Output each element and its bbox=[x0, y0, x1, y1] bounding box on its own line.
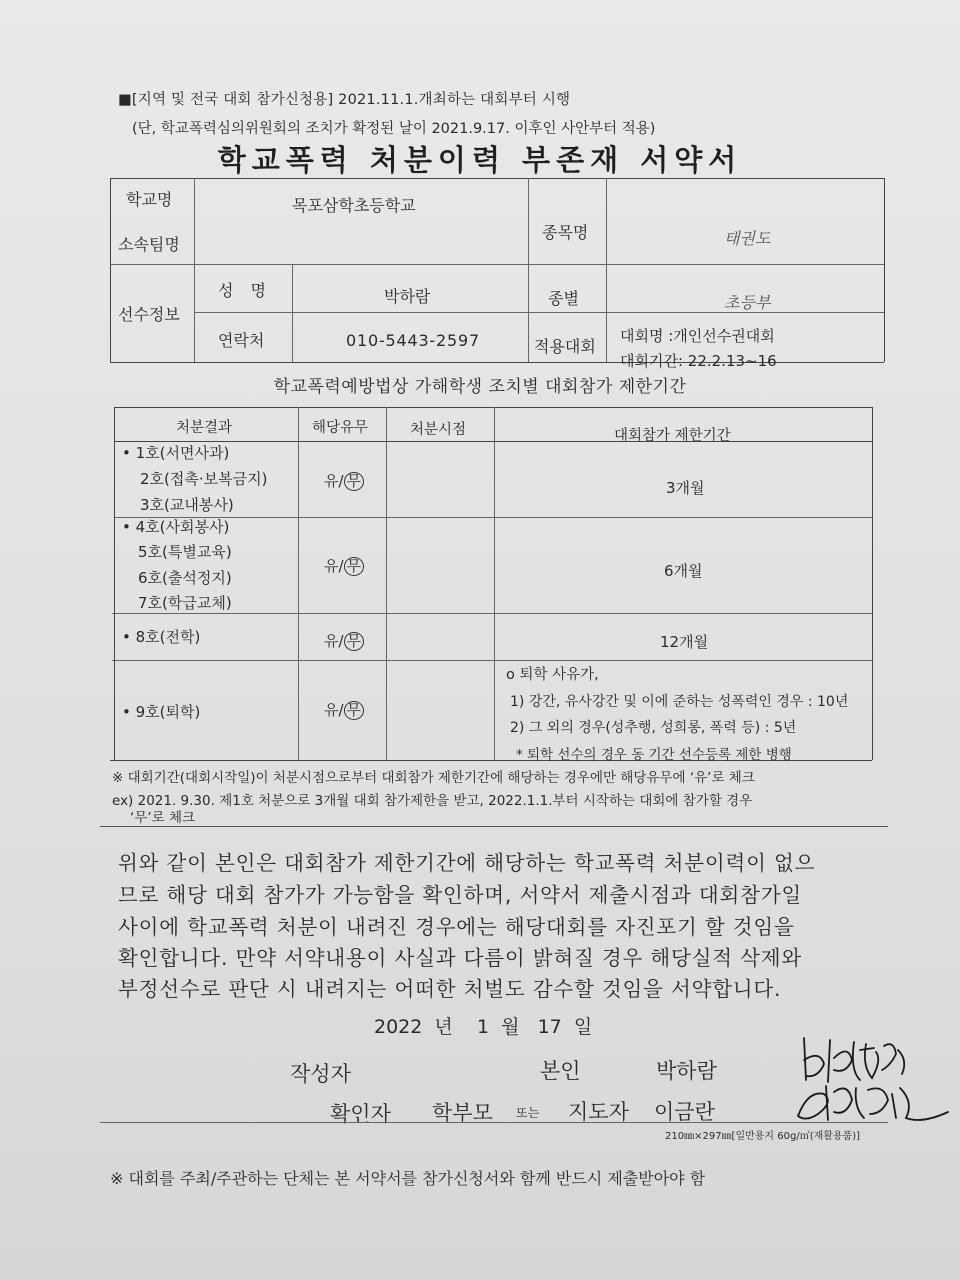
pledge-line-1: 위와 같이 본인은 대회참가 제한기간에 해당하는 학교폭력 처분이력이 없으 bbox=[118, 851, 816, 875]
row2-item-2: 5호(특별교육) bbox=[138, 543, 232, 561]
confirmer-signature bbox=[788, 1072, 956, 1132]
row4-period-line-3: 2) 그 외의 경우(성추행, 성희롱, 폭력 등) : 5년 bbox=[510, 720, 797, 736]
competition-name: 대회명 :개인선수권대회 bbox=[620, 327, 775, 345]
row4-period-line-1: o 퇴학 사유가, bbox=[506, 667, 599, 683]
row2-item-3: 6호(출석정지) bbox=[138, 569, 232, 587]
name-label: 성 명 bbox=[218, 281, 272, 300]
header-disposition-date: 처분시점 bbox=[410, 422, 467, 438]
contact-value: 010-5443-2597 bbox=[346, 331, 480, 350]
header-disposition: 처분결과 bbox=[176, 420, 233, 436]
writer-label: 작성자 bbox=[290, 1062, 351, 1086]
category-value: 초등부 bbox=[724, 293, 771, 312]
event-label: 종목명 bbox=[542, 223, 589, 242]
bottom-rule bbox=[100, 1122, 888, 1123]
row4-period-line-2: 1) 강간, 유사강간 및 이에 준하는 성폭력인 경우 : 10년 bbox=[510, 694, 849, 710]
competition-label: 적용대회 bbox=[534, 337, 596, 356]
header-restriction-period: 대회참가 제한기간 bbox=[614, 428, 731, 444]
player-info-label: 선수정보 bbox=[118, 305, 180, 324]
row1-item-1: • 1호(서면사과) bbox=[122, 444, 230, 462]
row4-applicable: 유/ 무 bbox=[324, 699, 364, 720]
self-label: 본인 bbox=[540, 1059, 581, 1083]
row1-applicable: 유/ 무 bbox=[324, 470, 364, 491]
pledge-date: 2022 년 1 월 17 일 bbox=[374, 1016, 593, 1038]
event-value: 태권도 bbox=[724, 229, 771, 248]
row3-period: 12개월 bbox=[660, 633, 709, 651]
document-title: 학교폭력 처분이력 부존재 서약서 bbox=[217, 143, 743, 177]
or-label: 또는 bbox=[516, 1106, 540, 1120]
header-line-1: ■[지역 및 전국 대회 참가신청용] 2021.11.1.개최하는 대회부터 시행 bbox=[118, 92, 571, 108]
row4-item-1: • 9호(퇴학) bbox=[122, 703, 201, 721]
row1-item-3: 3호(교내봉사) bbox=[140, 496, 234, 514]
header-line-2: (단, 학교폭력심의위원회의 조치가 확정된 날이 2021.9.17. 이후인 사안부터 적용) bbox=[132, 121, 656, 137]
row3-item-1: • 8호(전학) bbox=[122, 628, 201, 646]
row2-period: 6개월 bbox=[664, 562, 703, 580]
row2-item-4: 7호(학급교체) bbox=[138, 594, 232, 612]
school-label: 학교명 bbox=[126, 190, 173, 209]
header-applicable: 해당유무 bbox=[312, 420, 369, 436]
row1-item-2: 2호(접촉·보복금지) bbox=[140, 470, 268, 488]
parent-label: 학부모 bbox=[432, 1101, 493, 1125]
row2-applicable: 유/ 무 bbox=[324, 555, 364, 576]
paper-spec: 210㎜×297㎜[일반용지 60g/㎡(재활용품)] bbox=[665, 1131, 861, 1142]
note-1: ※ 대회기간(대회시작일)이 처분시점으로부터 대회참가 제한기간에 해당하는 경우에만 해당유무에 ‘유’로 체크 bbox=[112, 770, 755, 786]
row2-item-1: • 4호(사회봉사) bbox=[122, 518, 230, 536]
row1-period: 3개월 bbox=[666, 479, 705, 497]
team-label: 소속팀명 bbox=[118, 235, 180, 254]
divider bbox=[100, 826, 888, 827]
instructor-label: 지도자 bbox=[568, 1100, 629, 1124]
writer-name: 박하람 bbox=[656, 1059, 717, 1083]
contact-label: 연락처 bbox=[218, 331, 265, 350]
restriction-subtitle: 학교폭력예방법상 가해학생 조치별 대회참가 제한기간 bbox=[273, 377, 687, 397]
confirmer-label: 확인자 bbox=[330, 1102, 391, 1126]
row4-period-line-4: * 퇴학 선수의 경우 동 기간 선수등록 제한 병행 bbox=[516, 747, 792, 763]
school-value: 목포삼학초등학교 bbox=[292, 196, 416, 215]
pledge-line-4: 확인합니다. 만약 서약내용이 사실과 다름이 밝혀질 경우 해당실적 삭제와 bbox=[118, 946, 802, 970]
pledge-line-5: 부정선수로 판단 시 내려지는 어떠한 처벌도 감수할 것임을 서약합니다. bbox=[118, 977, 782, 1001]
pledge-line-3: 사이에 학교폭력 처분이 내려진 경우에는 해당대회를 자진포기 할 것임을 bbox=[118, 915, 795, 939]
note-3: ‘무’로 체크 bbox=[130, 810, 196, 826]
competition-period: 대회기간: 22.2.13~16 bbox=[620, 352, 777, 370]
confirmer-name: 이금란 bbox=[654, 1100, 715, 1124]
name-value: 박하람 bbox=[384, 287, 431, 306]
note-2: ex) 2021. 9.30. 제1호 처분으로 3개월 대회 참가제한을 받고, 2022.1.1.부터 시작하는 대회에 참가할 경우 bbox=[112, 793, 753, 809]
footer-note: ※ 대회를 주최/주관하는 단체는 본 서약서를 참가신청서와 함께 반드시 제출받아야 함 bbox=[110, 1169, 706, 1188]
row3-applicable: 유/ 무 bbox=[324, 630, 364, 651]
pledge-line-2: 므로 해당 대회 참가가 가능함을 확인하며, 서약서 제출시점과 대회참가일 bbox=[118, 883, 802, 907]
category-label: 종별 bbox=[548, 289, 579, 308]
